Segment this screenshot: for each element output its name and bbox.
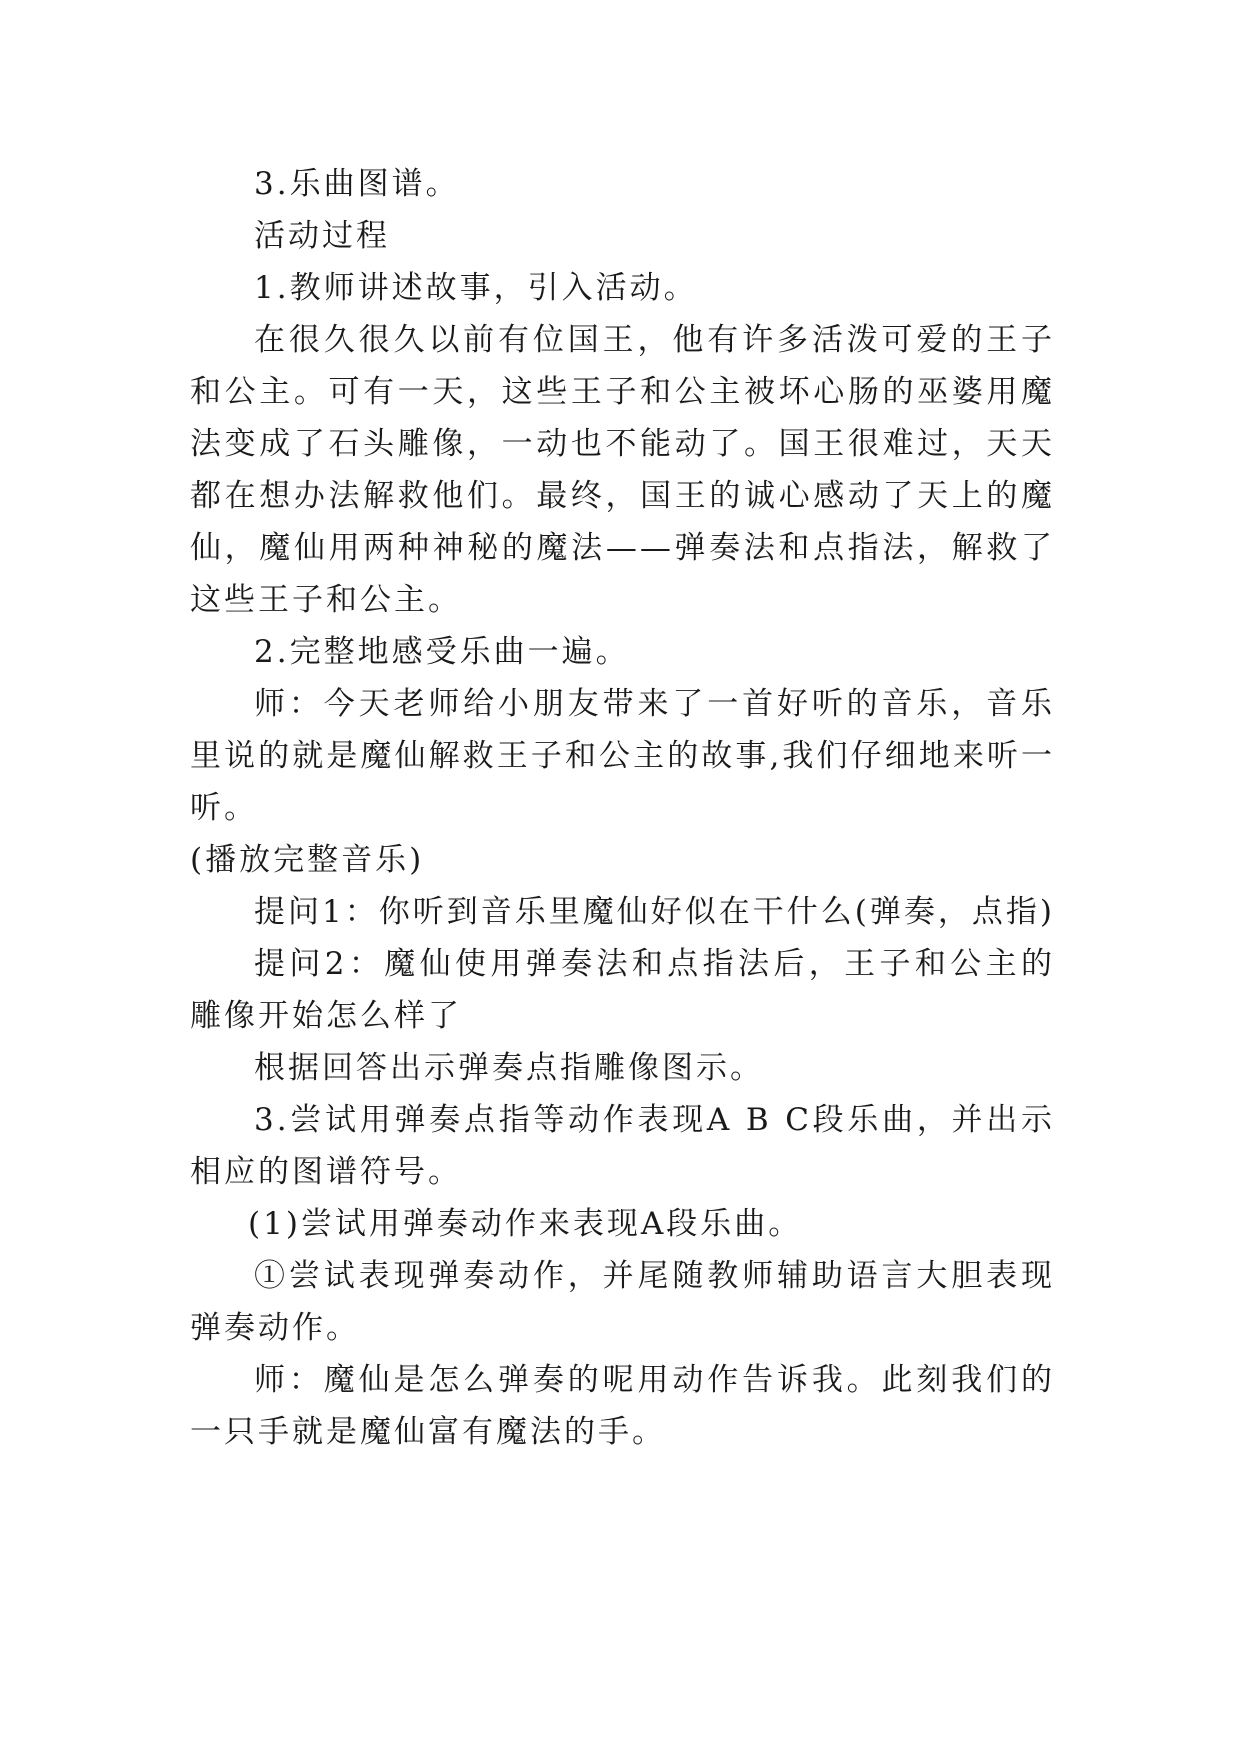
paragraph-teacher-demo: 师：魔仙是怎么弹奏的呢用动作告诉我。此刻我们的一只手就是魔仙富有魔法的手。 (190, 1362, 1055, 1450)
paragraph-material-3: 3.乐曲图谱。 (254, 166, 460, 202)
paragraph-substep-1-a: ①尝试表现弹奏动作，并尾随教师辅助语言大胆表现弹奏动作。 (190, 1258, 1055, 1346)
paragraph-question-1: 提问1：你听到音乐里魔仙好似在干什么(弹奏，点指) (254, 894, 1055, 930)
paragraph-heading-process: 活动过程 (254, 218, 390, 254)
paragraph-teacher-intro: 师：今天老师给小朋友带来了一首好听的音乐，音乐里说的就是魔仙解救王子和公主的故事,我们仔细地来听一听。 (190, 686, 1055, 826)
paragraph-story: 在很久很久以前有位国王，他有许多活泼可爱的王子和公主。可有一天，这些王子和公主被坏心肠的巫婆用魔法变成了石头雕像，一动也不能动了。国王很难过，天天都在想办法解救他们。最终，国王的诚心感动了天上的魔仙，魔仙用两种神秘的魔法——弹奏法和点指法，解救了这些王子和公主。 (190, 322, 1055, 618)
paragraph-show-diagram: 根据回答出示弹奏点指雕像图示。 (254, 1050, 764, 1086)
paragraph-play-music: (播放完整音乐) (190, 842, 425, 878)
paragraph-substep-1: (1)尝试用弹奏动作来表现A段乐曲。 (248, 1206, 803, 1242)
paragraph-step-1: 1.教师讲述故事，引入活动。 (254, 270, 698, 306)
paragraph-step-3: 3.尝试用弹奏点指等动作表现A B C段乐曲，并出示相应的图谱符号。 (190, 1102, 1055, 1190)
paragraph-step-2: 2.完整地感受乐曲一遍。 (254, 634, 630, 670)
document-body (190, 158, 1055, 1458)
paragraph-question-2: 提问2：魔仙使用弹奏法和点指法后，王子和公主的雕像开始怎么样了 (190, 946, 1055, 1034)
